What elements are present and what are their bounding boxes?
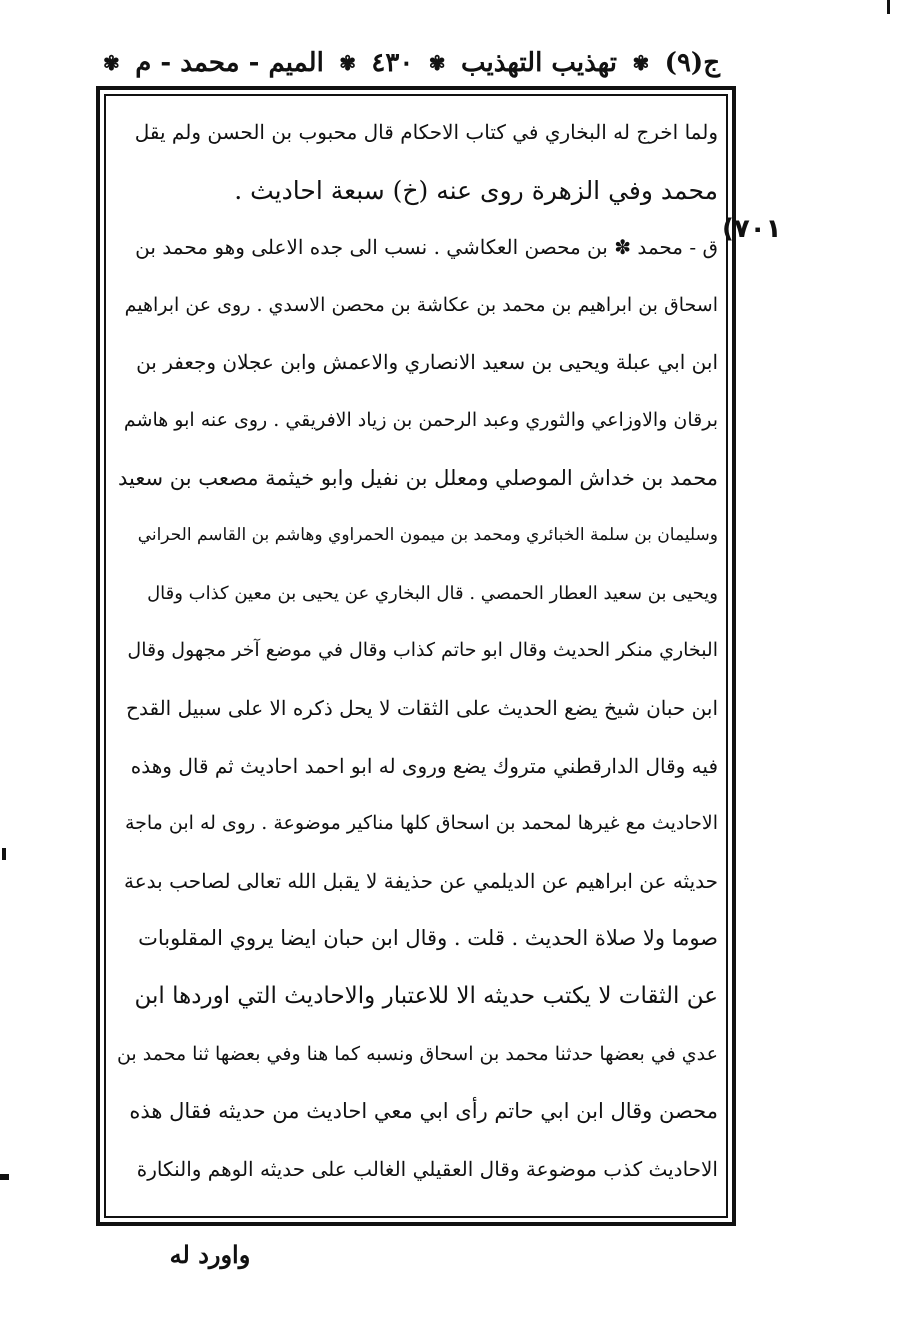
text-line: ق - محمد ✽ بن محصن العكاشي . نسب الى جده الاعلى وهو محمد بن [135, 235, 718, 260]
scan-mark [2, 848, 6, 860]
volume-label: ج(٩) [664, 48, 720, 78]
flower-ornament-icon: ✾ [428, 51, 446, 75]
body-text [116, 104, 718, 1198]
text-line: الاحاديث كذب موضوعة وقال العقيلي الغالب على حديثه الوهم والنكارة [136, 1156, 718, 1181]
flower-ornament-icon: ✾ [339, 51, 356, 75]
running-header [100, 38, 720, 88]
text-line: حديثه عن ابراهيم عن الديلمي عن حذيفة لا يقبل الله تعالى لصاحب بدعة [124, 868, 718, 893]
text-line: اسحاق بن ابراهيم بن محمد بن عكاشة بن محصن الاسدي . روى عن ابراهيم [124, 293, 718, 316]
text-line: عن الثقات لا يكتب حديثه الا للاعتبار والاحاديث التي اوردها ابن [134, 982, 718, 1009]
book-title: تهذيب التهذيب [460, 48, 618, 78]
page-number: ٤٣٠ [371, 48, 414, 78]
flower-ornament-icon: ✾ [632, 51, 650, 75]
text-line: ويحيى بن سعيد العطار الحمصي . قال البخاري عن يحيى بن معين كذاب وقال [147, 582, 718, 604]
text-line: محمد وفي الزهرة روى عنه (خ) سبعة احاديث . [234, 175, 718, 205]
text-line: ابن ابي عبلة ويحيى بن سعيد الانصاري والاعمش وابن عجلان وجعفر بن [136, 350, 718, 375]
text-line: محصن وقال ابن ابي حاتم رأى ابي معي احاديث من حديثه فقال هذه [129, 1099, 718, 1124]
section-label: الميم - محمد - م [135, 48, 324, 78]
text-line: البخاري منكر الحديث وقال ابو حاتم كذاب وقال في موضع آخر مجهول وقال [127, 639, 718, 662]
text-line: عدي في بعضها حدثنا محمد بن اسحاق ونسبه كما هنا وفي بعضها ثنا محمد بن [116, 1042, 718, 1065]
catchword: واورد له [169, 1240, 251, 1269]
text-line: برقان والاوزاعي والثوري وعبد الرحمن بن زياد الافريقي . روى عنه ابو هاشم [123, 408, 718, 431]
text-line: ولما اخرج له البخاري في كتاب الاحكام قال محبوب بن الحسن ولم يقل [134, 120, 718, 144]
flower-ornament-icon: ✾ [103, 51, 120, 75]
text-line: الاحاديث مع غيرها لمحمد بن اسحاق كلها مناكير موضوعة . روى له ابن ماجة [124, 812, 718, 835]
text-line: وسليمان بن سلمة الخبائري ومحمد بن ميمون الحمراوي وهاشم بن القاسم الحراني [137, 525, 718, 546]
text-line: فيه وقال الدارقطني متروك يضع وروى له ابو احمد احاديث ثم قال وهذه [130, 753, 718, 778]
text-line: ابن حبان شيخ يضع الحديث على الثقات لا يحل ذكره الا على سبيل القدح [126, 695, 718, 720]
text-line: صوما ولا صلاة الحديث . قلت . وقال ابن حبان ايضا يروي المقلوبات [138, 926, 718, 951]
scan-mark [0, 1174, 9, 1180]
text-line: محمد بن خداش الموصلي ومعلل بن نفيل وابو خيثمة مصعب بن سعيد [118, 465, 718, 490]
scan-mark [887, 0, 890, 14]
entry-number: (٧٠١ [722, 214, 782, 244]
